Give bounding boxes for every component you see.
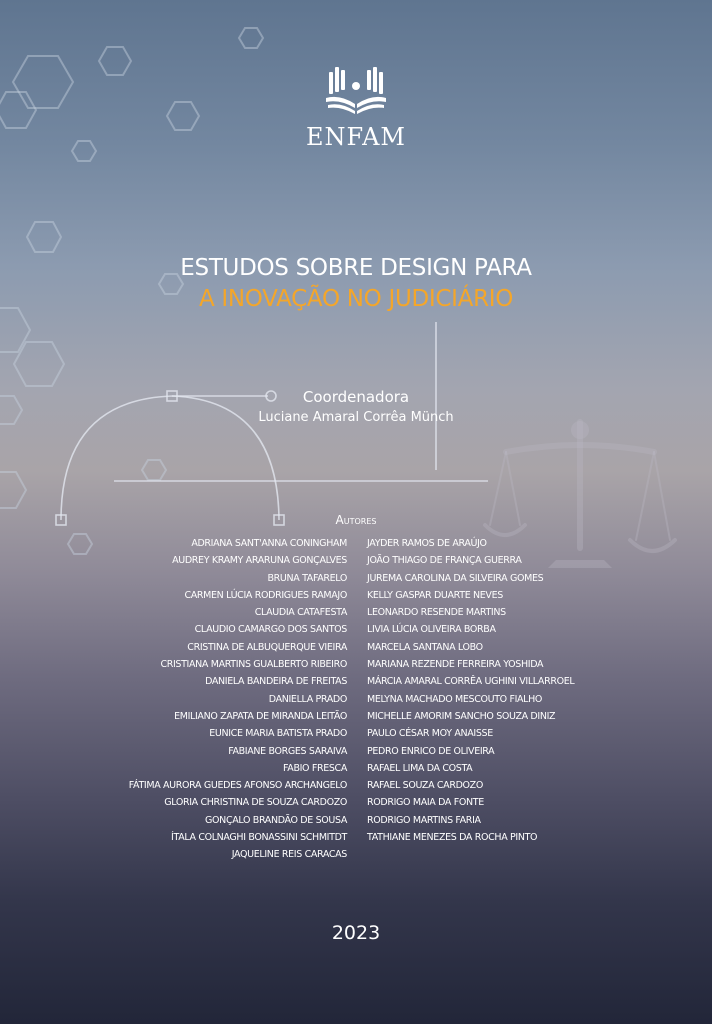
publication-year: 2023 [331, 922, 381, 944]
author-name: PAULO CÉSAR MOY ANAISSE [367, 728, 493, 740]
hexagon-icon [13, 56, 73, 108]
enfam-logo [306, 64, 406, 151]
author-name: GLORIA CHRISTINA DE SOUZA CARDOZO [164, 797, 347, 809]
author-name: ADRIANA SANT'ANNA CONINGHAM [191, 538, 347, 549]
author-name: FABIO FRESCA [283, 762, 347, 774]
author-name: LEONARDO RESENDE MARTINS [367, 607, 506, 619]
hexagon-icon [0, 92, 36, 128]
author-name: TATHIANE MENEZES DA ROCHA PINTO [367, 832, 538, 844]
author-name: AUDREY KRAMY ARARUNA GONÇALVES [172, 555, 347, 567]
author-name: CLAUDIO CAMARGO DOS SANTOS [194, 624, 347, 636]
author-name: EMILIANO ZAPATA DE MIRANDA LEITÃO [174, 710, 347, 722]
hexagon-icon [142, 460, 166, 480]
author-name: RODRIGO MAIA DA FONTE [367, 797, 484, 809]
logo-wordmark: ENFAM [306, 123, 406, 151]
author-name: RAFAEL SOUZA CARDOZO [367, 780, 483, 792]
author-name: EUNICE MARIA BATISTA PRADO [209, 728, 347, 740]
title-line-2: A INOVAÇÃO NO JUDICIÁRIO [198, 286, 514, 312]
authors-heading: Autores [335, 513, 377, 527]
hexagon-icon [0, 308, 30, 352]
author-name: LIVIA LÚCIA OLIVEIRA BORBA [367, 624, 496, 636]
author-name: CARMEN LÚCIA RODRIGUES RAMAJO [184, 589, 347, 601]
author-name: MARIANA REZENDE FERREIRA YOSHIDA [367, 659, 544, 671]
hexagon-icon [14, 342, 64, 386]
author-name: DANIELA BANDEIRA DE FREITAS [205, 676, 347, 688]
hexagon-icon [0, 472, 26, 508]
hexagon-icon [167, 102, 199, 130]
author-name: MICHELLE AMORIM SANCHO SOUZA DINIZ [367, 710, 556, 722]
author-name: CRISTINA DE ALBUQUERQUE VIEIRA [187, 641, 347, 653]
author-name: CLAUDIA CATAFESTA [254, 607, 347, 619]
author-name: BRUNA TAFARELO [267, 572, 347, 584]
author-name: FABIANE BORGES SARAIVA [228, 745, 347, 757]
author-name: ÍTALA COLNAGHI BONASSINI SCHMITDT [171, 832, 347, 844]
hexagon-icon [27, 222, 61, 252]
author-name: JOÃO THIAGO DE FRANÇA GUERRA [367, 555, 522, 567]
author-name: RODRIGO MARTINS FARIA [367, 814, 481, 826]
author-name: MELYNA MACHADO MESCOUTO FIALHO [367, 693, 543, 705]
coordinator-label: Coordenadora [302, 388, 410, 406]
hexagon-icon [72, 141, 96, 161]
hexagon-icon [0, 396, 22, 424]
author-name: RAFAEL LIMA DA COSTA [367, 762, 473, 774]
hexagon-icon [99, 47, 131, 75]
coordinator-name: Luciane Amaral Corrêa Münch [258, 410, 454, 425]
hexagon-icon [239, 28, 263, 48]
authors-list-right [367, 535, 617, 846]
author-name: JAQUELINE REIS CARACAS [231, 849, 347, 861]
author-name: PEDRO ENRICO DE OLIVEIRA [367, 745, 495, 757]
title-line-1: ESTUDOS SOBRE DESIGN PARA [180, 255, 532, 281]
author-name: JUREMA CAROLINA DA SILVEIRA GOMES [367, 572, 544, 584]
author-name: KELLY GASPAR DUARTE NEVES [367, 589, 503, 601]
author-name: MÁRCIA AMARAL CORRÊA UGHINI VILLARROEL [367, 676, 575, 688]
author-name: MARCELA SANTANA LOBO [367, 641, 483, 653]
open-book-icon [324, 64, 388, 116]
author-name: JAYDER RAMOS DE ARAÚJO [367, 538, 487, 549]
authors-list-left [80, 535, 347, 864]
author-name: GONÇALO BRANDÃO DE SOUSA [205, 814, 347, 826]
author-name: CRISTIANA MARTINS GUALBERTO RIBEIRO [160, 659, 347, 671]
author-name: DANIELLA PRADO [268, 693, 347, 705]
author-name: FÁTIMA AURORA GUEDES AFONSO ARCHANGELO [128, 780, 347, 792]
